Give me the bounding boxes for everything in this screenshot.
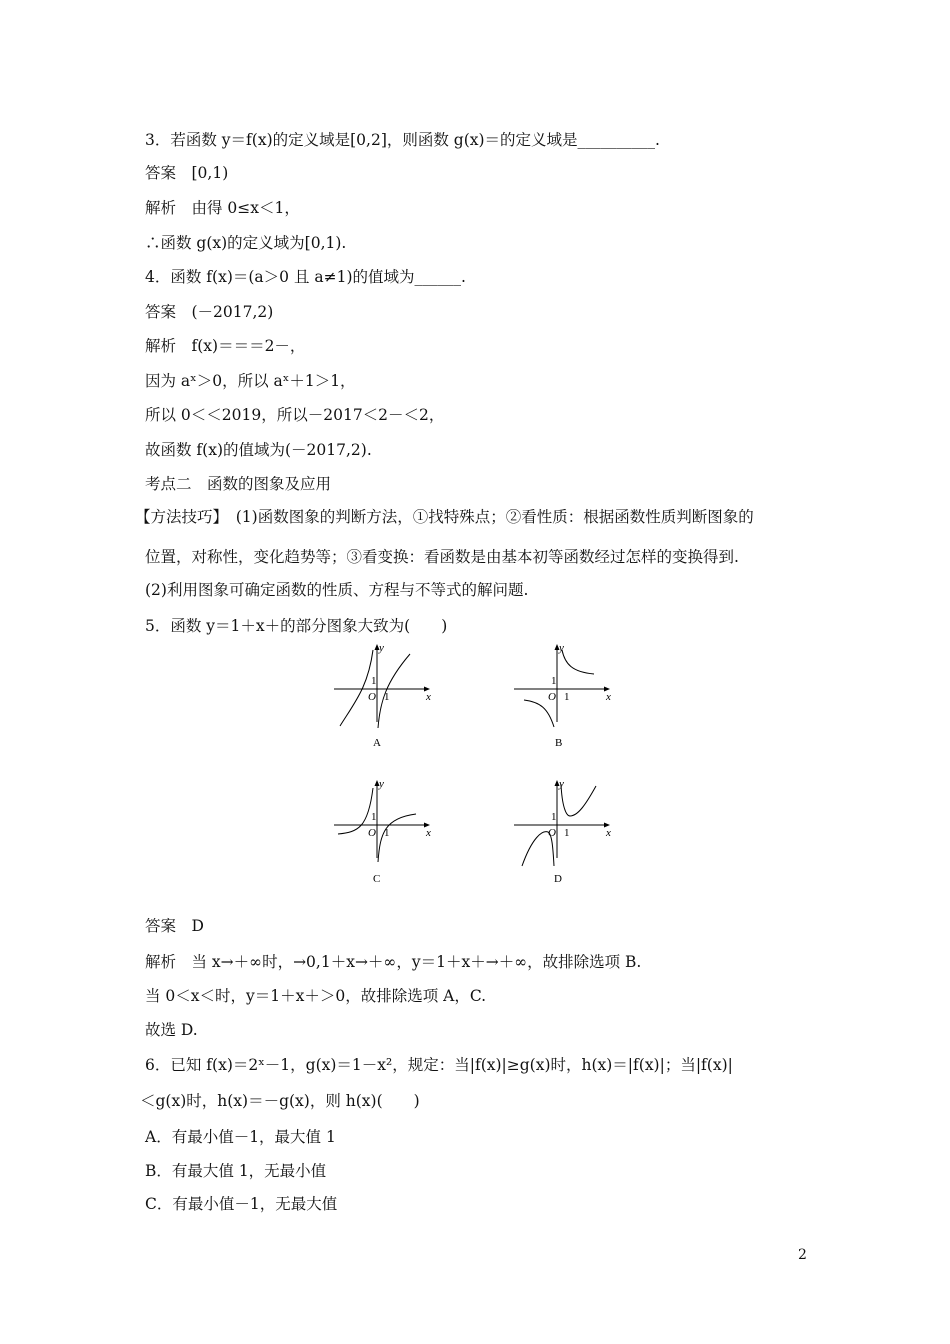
q4-step2: 所以 0＜＜2019，所以－2017＜2－＜2， (145, 406, 445, 424)
q5-step: 当 0＜x＜时，y＝1＋x＋＞0，故排除选项 A，C. (145, 987, 487, 1005)
q5-conclusion: 故选 D. (145, 1021, 198, 1039)
graph-b-y-label: y (559, 642, 564, 654)
q6-option-c: C．有最小值－1，无最大值 (145, 1195, 338, 1213)
q3-analysis: 解析 由得 0≤x＜1， (145, 199, 300, 217)
q3-line: 3．若函数 y＝f(x)的定义域是[0,2]，则函数 g(x)＝的定义域是__________. (145, 131, 660, 149)
q3-conclusion: ∴函数 g(x)的定义域为[0,1). (145, 234, 347, 252)
q6-line1: 6．已知 f(x)＝2ˣ－1，g(x)＝1－x²，规定：当|f(x)|≥g(x)时，h(x)＝|f(x)|；当|f(x)| (145, 1056, 733, 1074)
graph-d (510, 778, 614, 892)
q4-answer: 答案 (－2017,2) (145, 303, 274, 321)
section-heading: 考点二 函数的图象及应用 (145, 475, 332, 493)
graph-c-label: C (373, 873, 381, 885)
q5-line: 5．函数 y＝1＋x＋的部分图象大致为( ) (145, 617, 448, 635)
q5-analysis: 解析 当 x→＋∞时，→0,1＋x→＋∞，y＝1＋x＋→＋∞，故排除选项 B. (145, 953, 642, 971)
graph-a-y-label: y (379, 642, 384, 654)
graph-b-x-label: x (606, 691, 611, 703)
graph-d-tick-y: 1 (551, 811, 557, 823)
q4-line: 4．函数 f(x)＝(a＞0 且 a≠1)的值域为______. (145, 268, 466, 286)
graph-d-tick-x: 1 (564, 827, 570, 839)
graph-c-tick-y: 1 (371, 811, 377, 823)
graph-c-y-label: y (379, 778, 384, 790)
graph-c (330, 778, 434, 892)
q6-option-b: B．有最大值 1，无最小值 (145, 1162, 327, 1180)
graph-a-tick-x: 1 (384, 691, 390, 703)
q4-step1: 因为 aˣ＞0，所以 aˣ＋1＞1， (145, 372, 356, 390)
graph-c-x-label: x (426, 827, 431, 839)
q6-line2: ＜g(x)时，h(x)＝－g(x)，则 h(x)( ) (140, 1092, 420, 1110)
graph-c-origin: O (368, 827, 376, 839)
method-tips-line3: (2)利用图象可确定函数的性质、方程与不等式的解问题. (145, 581, 529, 599)
graph-d-origin: O (548, 827, 556, 839)
graph-b-origin: O (548, 691, 556, 703)
graph-a (330, 642, 434, 756)
graph-a-label: A (373, 737, 381, 749)
graph-b-tick-y: 1 (551, 675, 557, 687)
graph-d-label: D (554, 873, 562, 885)
graph-a-tick-y: 1 (371, 675, 377, 687)
q5-answer: 答案 D (145, 917, 204, 935)
method-tips-line1: 【方法技巧】 (1)函数图象的判断方法，①找特殊点；②看性质：根据函数性质判断图象的 (135, 508, 754, 526)
graph-a-origin: O (368, 691, 376, 703)
page-number: 2 (798, 1247, 807, 1263)
graph-d-x-label: x (606, 827, 611, 839)
graph-c-tick-x: 1 (384, 827, 390, 839)
graph-d-y-label: y (559, 778, 564, 790)
q4-conclusion: 故函数 f(x)的值域为(－2017,2). (145, 441, 372, 459)
graph-b-label: B (555, 737, 563, 749)
graph-b (510, 642, 614, 756)
q3-answer: 答案 [0,1) (145, 164, 229, 182)
graph-a-x-label: x (426, 691, 431, 703)
q6-option-a: A．有最小值－1，最大值 1 (145, 1128, 336, 1146)
method-tips-line2: 位置，对称性，变化趋势等；③看变换：看函数是由基本初等函数经过怎样的变换得到. (145, 548, 739, 566)
graph-b-tick-x: 1 (564, 691, 570, 703)
q4-analysis: 解析 f(x)＝＝＝2－， (145, 337, 306, 355)
